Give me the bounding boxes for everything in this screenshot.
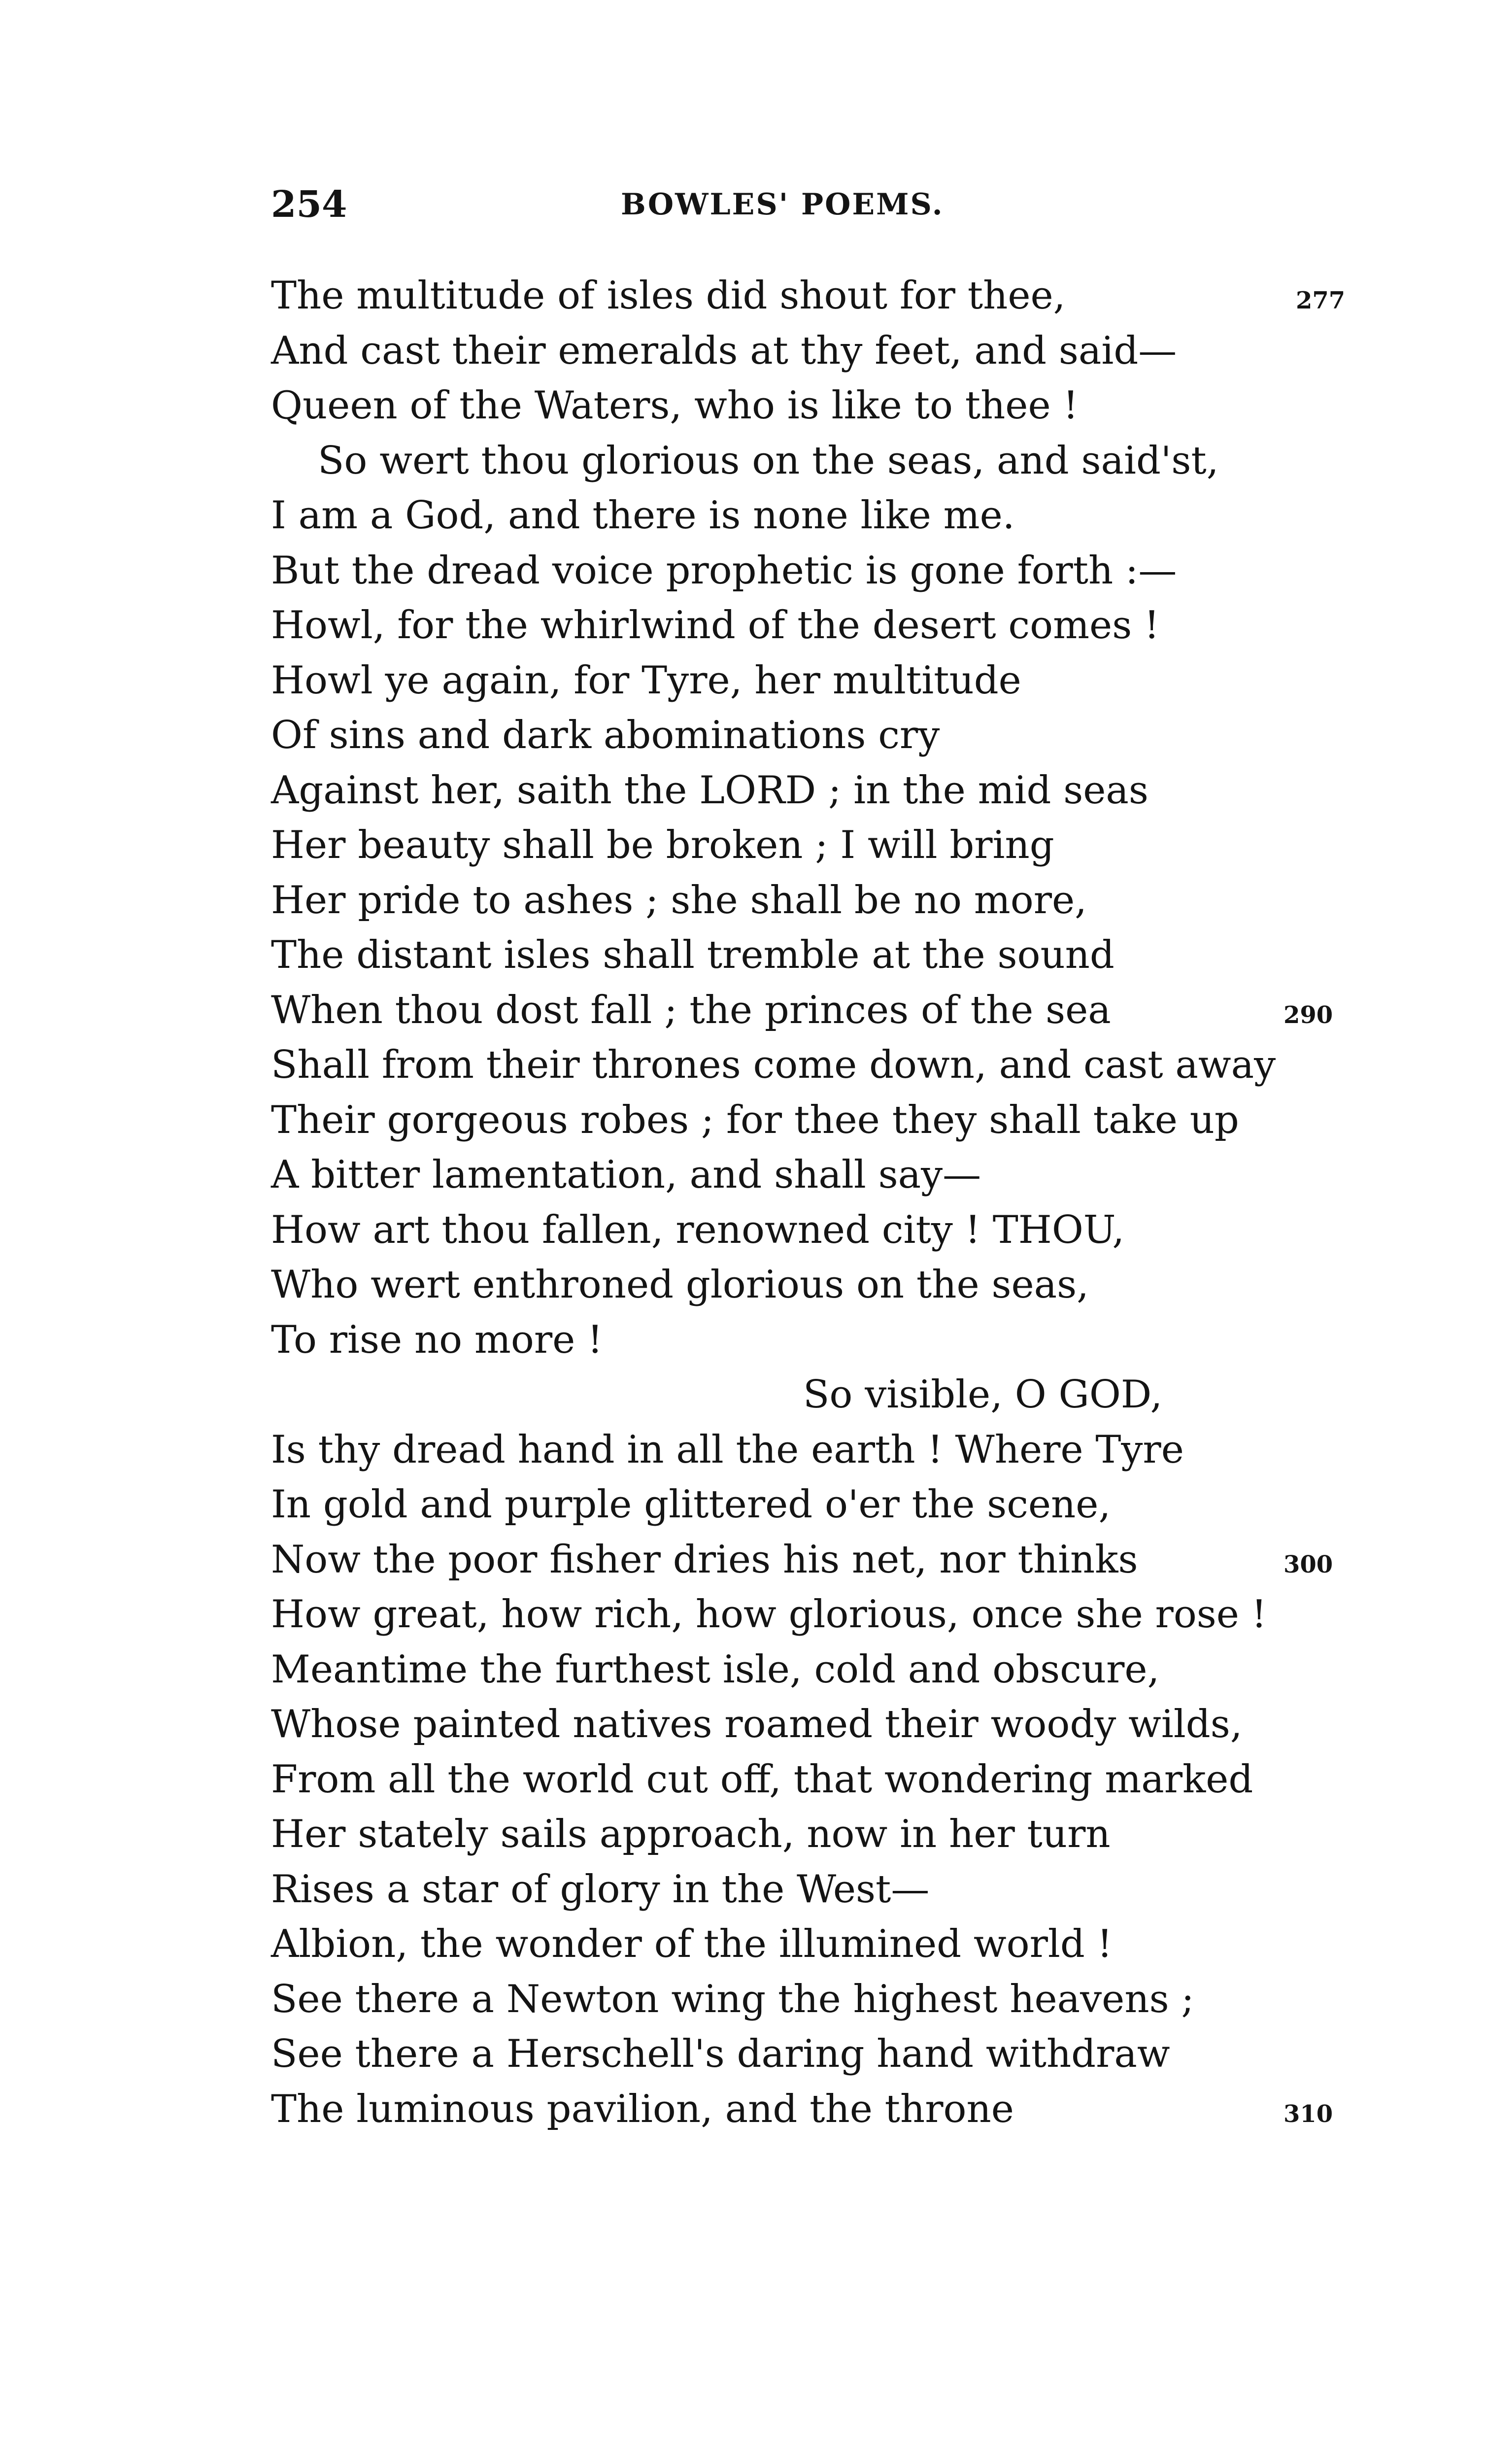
poem-line: The distant isles shall tremble at the sound (271, 933, 1114, 977)
poem-line: In gold and purple glittered o'er the scene, (271, 1482, 1111, 1527)
poem-line: Meantime the furthest isle, cold and obscure, (271, 1647, 1160, 1692)
poem-line: Against her, saith the LORD ; in the mid seas (271, 768, 1148, 813)
poem-line: Howl, for the whirlwind of the desert comes ! (271, 603, 1160, 648)
poem-line: Whose painted natives roamed their woody wilds, (271, 1702, 1243, 1746)
poem-line: Her pride to ashes ; she shall be no more, (271, 878, 1087, 923)
poem-line: Of sins and dark abominations cry (271, 713, 940, 757)
poem-line: Queen of the Waters, who is like to thee ! (271, 383, 1079, 428)
poem-line: See there a Newton wing the highest heavens ; (271, 1977, 1194, 2021)
running-title: BOWLES' POEMS. (621, 187, 944, 222)
poem-line: And cast their emeralds at thy feet, and said— (271, 328, 1177, 373)
poem-text (271, 269, 1355, 2137)
poem-line: A bitter lamentation, and shall say— (271, 1153, 981, 1197)
poem-line: Howl ye again, for Tyre, her multitude (271, 658, 1021, 703)
poem-line: Albion, the wonder of the illumined world ! (271, 1922, 1113, 1966)
poem-line: So wert thou glorious on the seas, and said'st, (318, 438, 1219, 483)
poem-line: From all the world cut off, that wondering marked (271, 1757, 1253, 1802)
page-number: 254 (271, 183, 347, 226)
poem-line: Her beauty shall be broken ; I will bring (271, 823, 1054, 867)
poem-line: Their gorgeous robes ; for thee they shall take up (271, 1097, 1239, 1142)
poem-line: Rises a star of glory in the West— (271, 1867, 930, 1912)
page-header (271, 177, 1311, 232)
poem-line: Is thy dread hand in all the earth ! Where Tyre (271, 1427, 1184, 1472)
poem-line: I am a God, and there is none like me. (271, 493, 1015, 538)
poem-line: The luminous pavilion, and the throne 310 (271, 2082, 1355, 2137)
poem-line: So visible, O GOD, (803, 1372, 1163, 1417)
poem-line: Her stately sails approach, now in her turn (271, 1812, 1111, 1856)
poem-line: How art thou fallen, renowned city ! THOU, (271, 1207, 1125, 1252)
line-number: 277 (1296, 287, 1346, 314)
poem-line: But the dread voice prophetic is gone forth :— (271, 548, 1177, 593)
poem-line: To rise no more ! (271, 1317, 603, 1362)
poem-line: Who wert enthroned glorious on the seas, (271, 1263, 1089, 1307)
poem-line: Shall from their thrones come down, and cast away (271, 1043, 1276, 1087)
poem-line: When thou dost fall ; the princes of the sea 290 (271, 983, 1355, 1038)
poem-line: See there a Herschell's daring hand withdraw (271, 2032, 1170, 2076)
poem-line: Now the poor fisher dries his net, nor thinks 300 (271, 1533, 1355, 1588)
poem-line: How great, how rich, how glorious, once she rose ! (271, 1592, 1267, 1637)
poem-line: The multitude of isles did shout for thee, 277 (271, 269, 1355, 324)
line-number: 310 (1283, 2100, 1333, 2128)
line-number: 290 (1283, 1001, 1333, 1029)
line-number: 300 (1283, 1550, 1333, 1578)
